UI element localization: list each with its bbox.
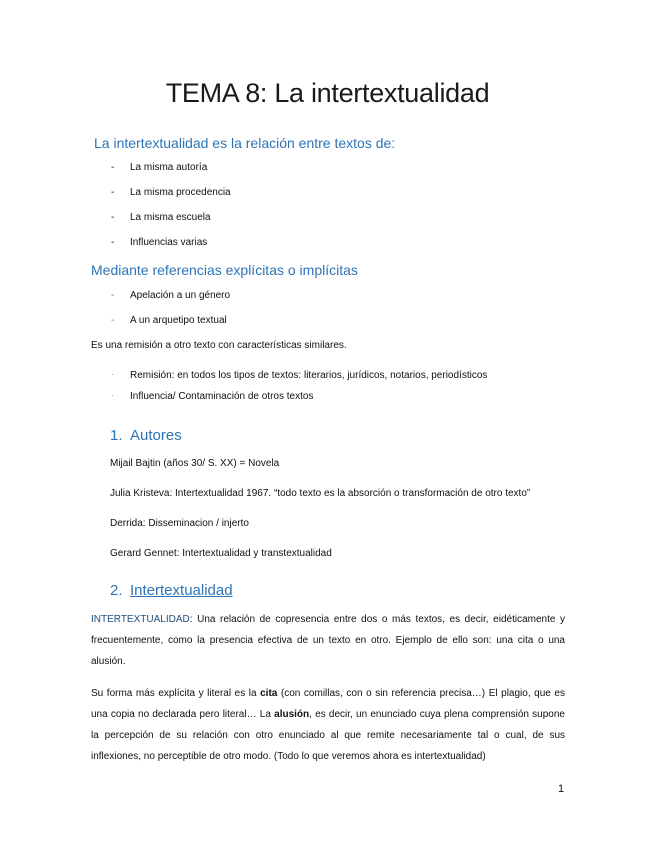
paragraph-forms <box>91 683 565 767</box>
references-note: Es una remisión a otro texto con características similares. <box>91 340 347 351</box>
author-entry: Derrida: Disseminacion / injerto <box>110 518 249 529</box>
list-dash: - <box>111 290 115 301</box>
paragraph-text: , es decir, un enunciado cuya plena comprensión supone la percepción de su relación con otro enunciado al que remite necesariamente tal o cual, de sus inflexiones, no perceptible de otro modo. (Todo lo que veremos ahora es intertextualidad) <box>91 709 565 762</box>
author-entry: Julia Kristeva: Intertextualidad 1967. “todo texto es la absorción o transformación de otro texto” <box>110 488 531 499</box>
list-item: Remisión: en todos los tipos de textos: literarios, jurídicos, notarios, periodísticos <box>130 370 488 381</box>
section-number: 1. <box>110 427 123 444</box>
list-dash: - <box>111 212 115 223</box>
section-number: 2. <box>110 582 123 599</box>
list-dash: - <box>111 237 115 248</box>
bold-term: cita <box>260 688 278 699</box>
paragraph-text: (con comillas, con o sin referencia precisa…) El plagio, que es una copia no declarada pero literal… La <box>91 688 565 720</box>
section-title: Autores <box>130 427 182 444</box>
list-item: La misma escuela <box>130 212 211 223</box>
section-title-link[interactable]: Intertextualidad <box>130 582 233 599</box>
author-entry: Gerard Gennet: Intertextualidad y transtextualidad <box>110 548 332 559</box>
list-item: Apelación a un género <box>130 290 231 301</box>
list-item: La misma autoría <box>130 162 208 173</box>
references-heading: Mediante referencias explícitas o implícitas <box>91 262 358 278</box>
page-number: 1 <box>558 783 565 795</box>
bold-term: alusión <box>274 709 310 720</box>
list-dash: - <box>111 187 115 198</box>
keyword: INTERTEXTUALIDAD <box>91 614 190 625</box>
list-item: La misma procedencia <box>130 187 231 198</box>
paragraph-text: Su forma más explícita y literal es la <box>91 688 261 699</box>
bullet-dot: · <box>111 391 114 400</box>
intro-heading: La intertextualidad es la relación entre textos de: <box>94 135 396 151</box>
page-title: TEMA 8: La intertextualidad <box>165 78 490 108</box>
paragraph-definition <box>91 609 565 672</box>
list-dash: - <box>111 315 115 326</box>
list-dash: - <box>111 162 115 173</box>
section-1-heading <box>110 427 182 444</box>
bullet-dot: · <box>111 370 114 379</box>
author-entry: Mijail Bajtin (años 30/ S. XX) = Novela <box>110 458 280 469</box>
list-item: Influencias varias <box>130 237 208 248</box>
list-item: A un arquetipo textual <box>130 315 227 326</box>
paragraph-text: : Una relación de copresencia entre dos o más textos, es decir, eidéticamente y frecuentemente, como la presencia efectiva de un texto en otro. Ejemplo de ello son: una cita o una alusión. <box>91 614 565 667</box>
section-2-heading <box>110 582 233 599</box>
list-item: Influencia/ Contaminación de otros textos <box>130 391 314 402</box>
